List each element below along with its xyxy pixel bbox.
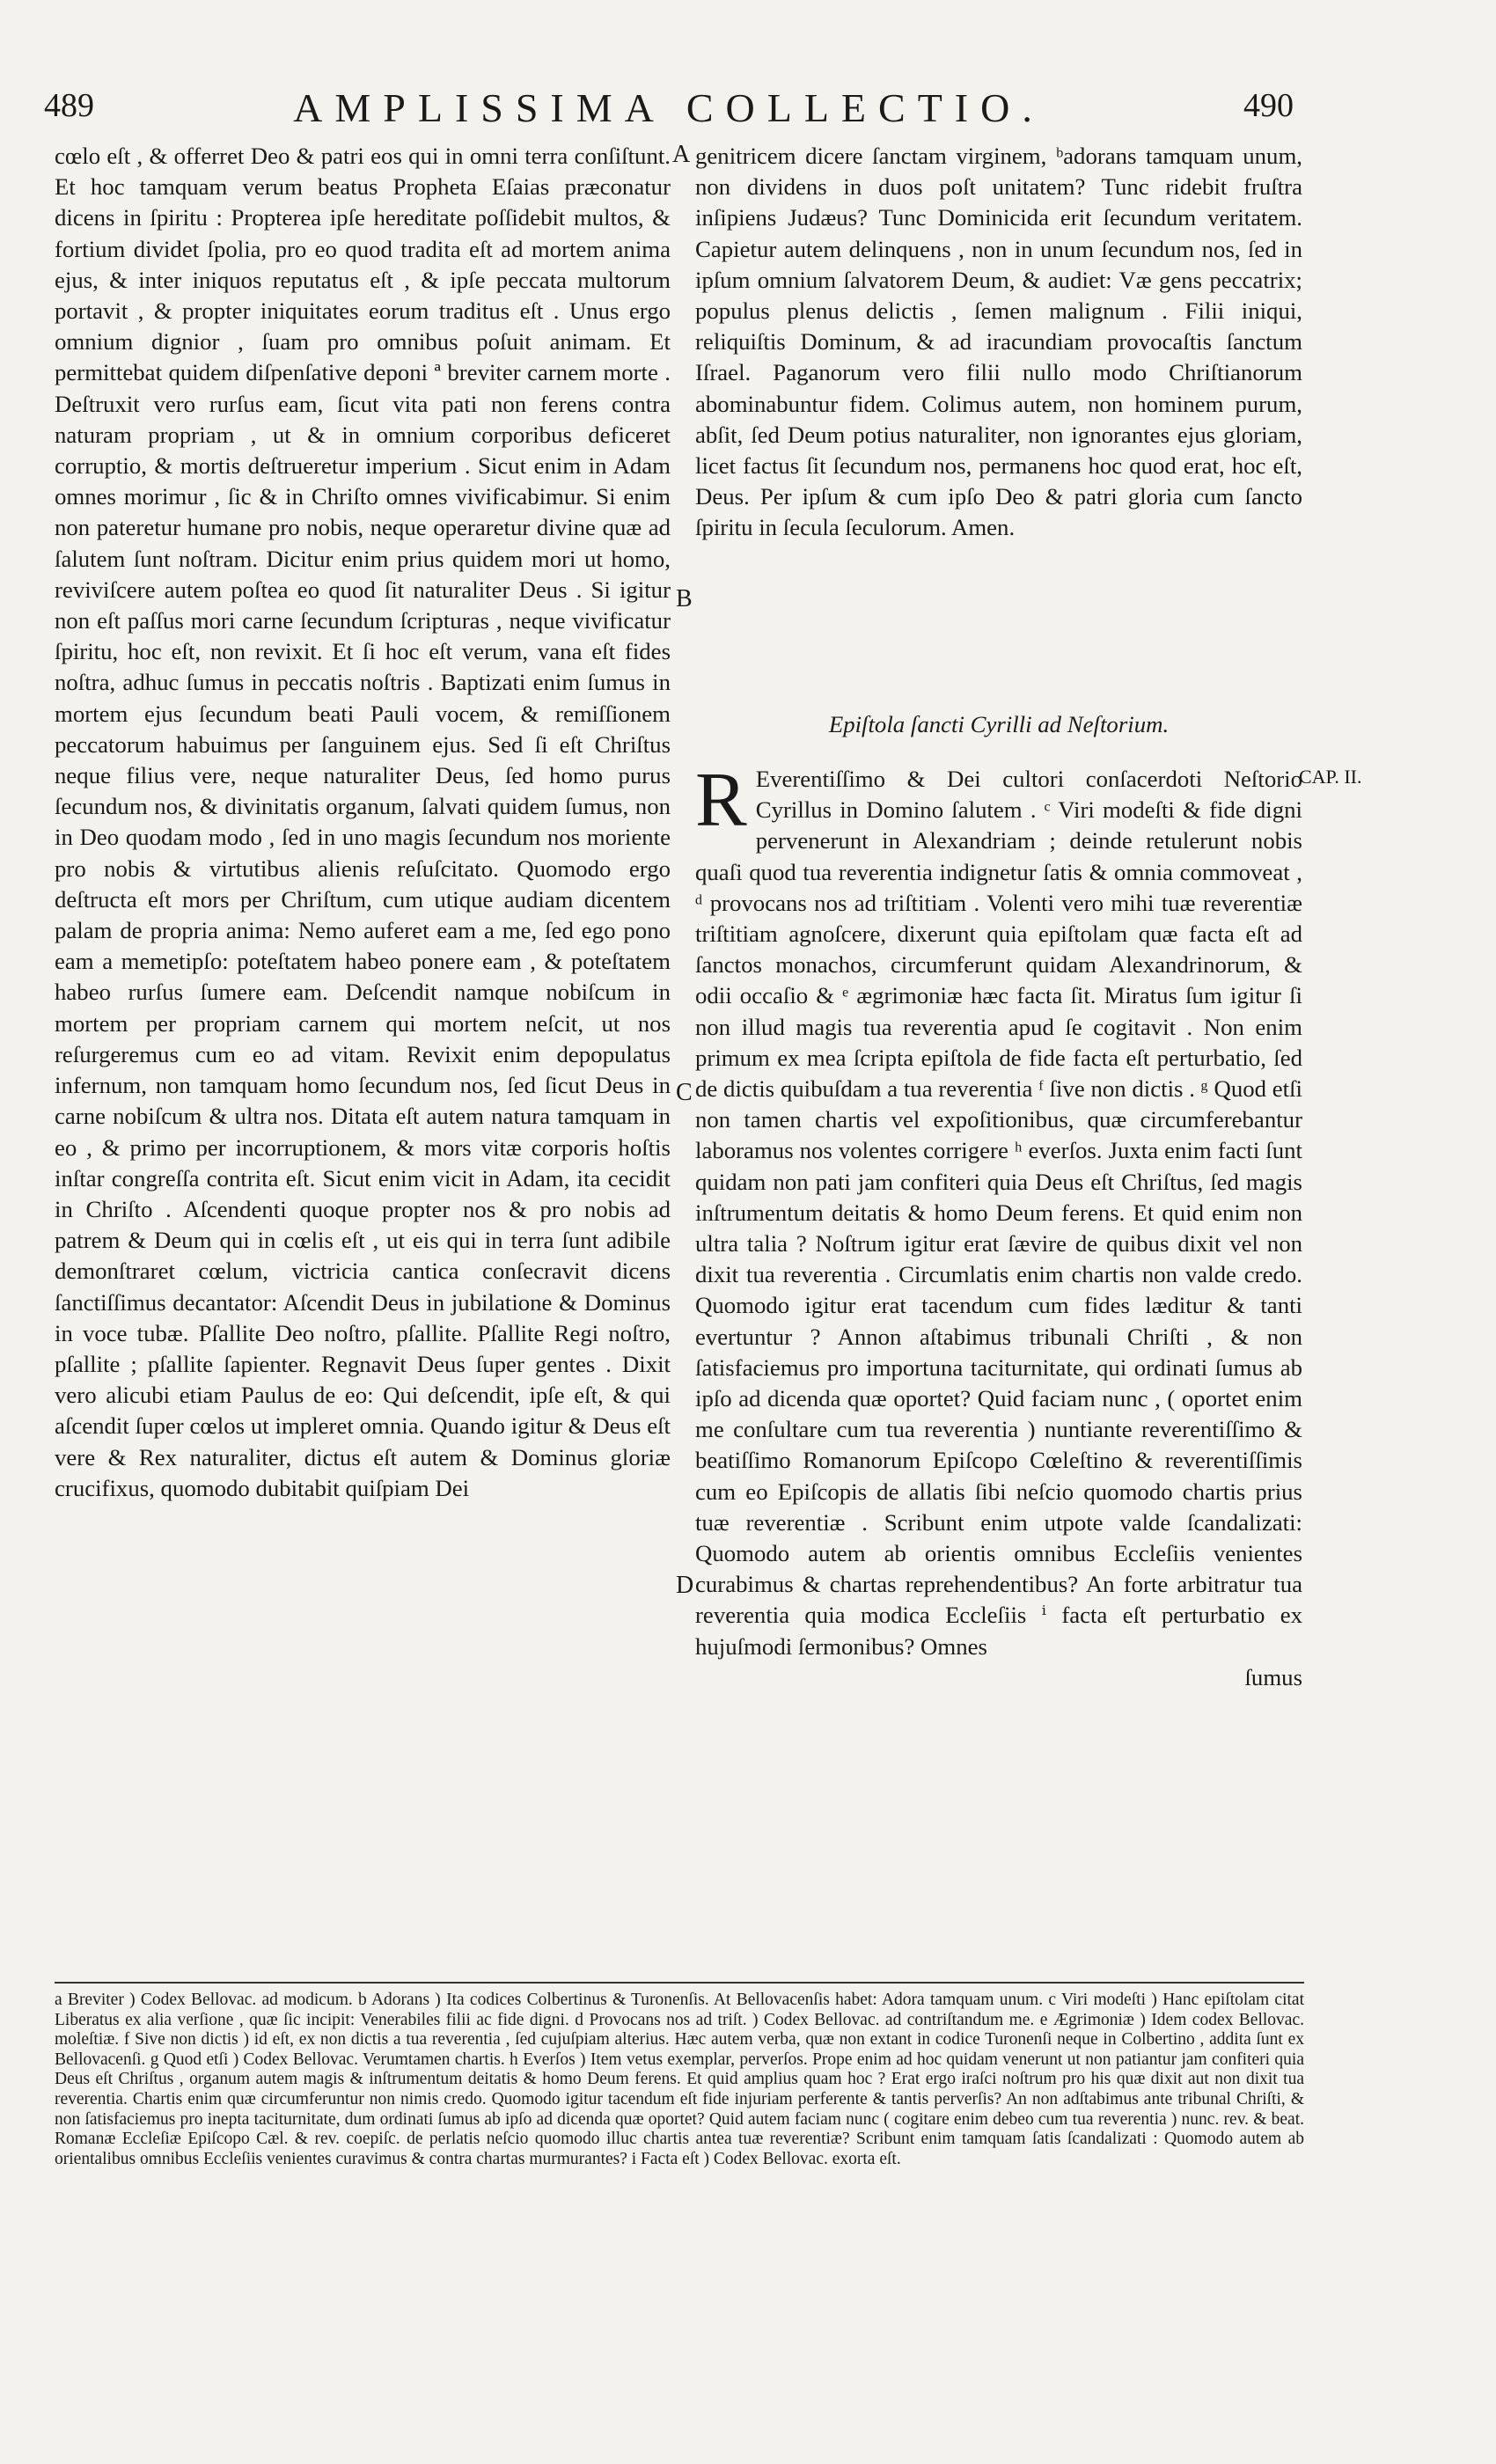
drop-cap: R: [695, 758, 747, 843]
margin-letter-a: A: [672, 141, 691, 168]
left-column: [55, 141, 671, 1504]
chapter-label: CAP. II.: [1299, 766, 1362, 788]
epistle-text: Everentiſſimo & Dei cultori conſacerdoti Neſtorio Cyrillus in Domino ſalutem . ᶜ Viri modeſti & fide digni pervenerunt in Alexandriam ; deinde retulerunt nobis quaſi quod tua reverentia indignetur ſatis & omnia commoveat , ᵈ provocans nos ad triſtitiam . Volenti vero mihi tuæ reverentiæ triſtitiam agnoſcere, dixerunt quia epiſtolam quæ facta eſt ad ſanctos monachos, circumferunt quidam Alexandrinorum, & odii occaſio & ᵉ ægrimoniæ hæc facta ſit. Miratus ſum igitur ſi non illud magis tua reverentia apud ſe cogitavit . Non enim primum ex mea ſcripta epiſtola de fide facta eſt perturbatio, ſed de dictis quibuſdam a tua reverentia ᶠ ſive non dictis . ᵍ Quod etſi non tamen chartis vel expoſitionibus, quæ circumferebantur laboramus nos volentes corrigere ʰ everſos. Juxta enim facti ſunt quidam non pati jam confiteri quia Deus eſt Chriſtus, ſed magis inſtrumentum deitatis & homo Deum ferens. Et quid enim non ultra talia ? Noſtrum igitur erat ſævire de quibus dixit vel non dixit tua reverentia . Circumlatis enim chartis non valde credo. Quomodo igitur erat tacendum cum fides læditur & tanti evertuntur ? Annon aſtabimus tribunali Chriſti , & non ſatisfaciemus pro importuna taciturnitate, qui ordinati ſumus ab ipſo ad dicenda quæ oportet? Quid faciam nunc , ( oportet enim me conſultare cum tua reverentia ) nuntiante reverentiſſimo & beatiſſimo Romanorum Epiſcopo Cœleſtino & reverentiſſimis cum eo Epiſcopis de allatis ſibi neſcio quomodo chartis prius tuæ reverentiæ . Scribunt enim utpote valde ſcandalizati: Quomodo autem ab orientis omnibus Eccleſiis venientes curabimus & chartas reprehendentibus? An forte arbitratur tua reverentia quia modica Eccleſiis ⁱ facta eſt perturbatio ex hujuſmodi ſermonibus? Omnes: [695, 766, 1302, 1660]
page-number-left: 489: [44, 87, 94, 124]
epistle-title: Epiſtola ſancti Cyrilli ad Neſtorium.: [828, 711, 1170, 737]
running-title: AMPLISSIMA COLLECTIO.: [293, 85, 1045, 130]
page-header: [44, 84, 1294, 136]
margin-letter-d: D: [676, 1572, 694, 1599]
right-column: [695, 141, 1302, 704]
margin-letter-b: B: [676, 585, 693, 612]
footnotes: [55, 1991, 1304, 2169]
catchword: ſumus: [1244, 1663, 1302, 1690]
right-column-text-top: genitricem dicere ſanctam virginem, ᵇadorans tamquam unum, non dividens in duos poſt unitatem? Tunc ridebit fruſtra inſipiens Judæus? Tunc Dominicida erit ſecundum veritatem. Capietur autem delinquens , non in unum ſecundum nos, ſed in ipſum omnium ſalvatorem Deum, & audiet: Væ gens peccatrix; populus plenus delictis , ſemen malignum . Filii iniqui, reliquiſtis Dominum, & ad iracundiam provocaſtis ſanctum Iſrael. Paganorum vero filii nullo modo Chriſtianorum abominabuntur fidem. Colimus autem, non hominem purum, abſit, ſed Deum potius naturaliter, non ignorantes ejus gloriam, licet factus ſit ſecundum nos, permanens hoc quod erat, hoc eſt, Deus. Per ipſum & cum ipſo Deo & patri gloria cum ſancto ſpiritu in ſecula ſeculorum. Amen.: [695, 143, 1302, 541]
left-column-text: cœlo eſt , & offerret Deo & patri eos qui in omni terra conſiſtunt. Et hoc tamquam verum beatus Propheta Eſaias præconatur dicens in ſpiritu : Propterea ipſe hereditate poſſidebit multos, & fortium dividet ſpolia, pro eo quod tradita eſt ad mortem anima ejus, & inter iniquos reputatus eſt , & ipſe peccata multorum portavit , & propter iniquitates eorum traditus eſt . Unus ergo omnium dignior , ſuam pro omnibus poſuit animam. Et permittebat quidem diſpenſative deponi ª breviter carnem morte . Deſtruxit vero rurſus eam, ſicut vita pati non ferens contra naturam propriam , ut & in omnium corporibus deficeret corruptio, & mortis deſtrueretur imperium . Sicut enim in Adam omnes morimur , ſic & in Chriſto omnes vivificabimur. Si enim non pateretur humane pro nobis, neque operaretur divine quæ ad ſalutem ſunt noſtram. Dicitur enim prius quidem mori ut homo, reviviſcere autem poſtea eo quod ſit naturaliter Deus . Si igitur non eſt paſſus mori carne ſecundum ſcripturas , neque vivificatur ſpiritu, hoc eſt, non revixit. Et ſi hoc eſt verum, vana eſt fides noſtra, adhuc ſumus in peccatis noſtris . Baptizati enim ſumus in mortem ejus ſecundum beati Pauli vocem, & remiſſionem peccatorum habuimus per ſanguinem ejus. Sed ſi eſt Chriſtus neque filius vere, neque naturaliter Deus, ſed homo purus ſecundum nos, & divinitatis organum, ſalvati quidem ſumus, non in Deo quodam modo , ſed in uno magis ſecundum nos moriente pro nobis & virtutibus alienis reſuſcitato. Quomodo ergo deſtructa eſt mors per Chriſtum, cum utique audiam dicentem palam de propria anima: Nemo auferet eam a me, ſed ego pono eam a memetipſo: poteſtatem habeo ponere eam , & poteſtatem habeo rurſus ſumere eam. Deſcendit namque nobiſcum in mortem per propriam carnem qui mortem neſcit, ut nos reſurgeremus cum eo ad vitam. Revixit enim depopulatus infernum, non tamquam homo ſecundum nos, ſed ſicut Deus in carne nobiſcum & ultra nos. Ditata eſt autem natura tamquam in eo , & primo per incorruptionem, & mors vitæ corporis hoſtis inſtar congreſſa contrita eſt. Sicut enim vicit in Adam, ita cecidit in Chriſto . Aſcendenti quoque propter nos & pro nobis ad patrem & Deum qui in cœlis eſt , ut eis qui in terra ſunt adibile demonſtraret cœlum, victricia cantica conſecravit dicens ſanctiſſimus decantator: Aſcendit Deus in jubilatione & Dominus in voce tubæ. Pſallite Deo noſtro, pſallite. Pſallite Regi noſtro, pſallite ; pſallite ſapienter. Regnavit Deus ſuper gentes . Dixit vero alicubi etiam Paulus de eo: Qui deſcendit, ipſe eſt, & qui aſcendit ſuper cœlos ut impleret omnia. Quando igitur & Deus eſt vere & Rex naturaliter, dictus eſt autem & Dominus gloriæ crucifixus, quomodo dubitabit quiſpiam Dei: [55, 143, 671, 1501]
footnotes-text: a Breviter ) Codex Bellovac. ad modicum. b Adorans ) Ita codices Colbertinus & Turonenſis. At Bellovacenſis habet: Adora tamquam unum. c Viri modeſti ) Hanc epiſtolam citat Liberatus ex alia verſione , quæ ſic incipit: Venerabiles filii ac fide digni. d Provocans nos ad triſt. ) Codex Bellovac. ad contriſtandum me. e Ægrimoniæ ) Idem codex Bellovac. moleſtiæ. f Sive non dictis ) id eſt, ex non dictis a tua reverentia , ſed cujuſpiam alterius. Hæc autem verba, quæ non extant in codice Turonenſi neque in Colbertino , addita ſunt ex Bellovacenſi. g Quod etſi ) Codex Bellovac. Verumtamen chartis. h Everſos ) Item vetus exemplar, perverſos. Prope enim ad hoc quidam venerunt ut non patiantur jam confiteri quia Deus eſt Chriſtus , organum autem magis & inſtrumentum deitatis & homo Deum ferens. Et quid amplius quam hoc ? Erat ergo iraſci noſtrum pro his quæ dixit aut non dixit tua reverentia. Chartis enim quæ circumferuntur non nimis credo. Quomodo igitur tacendum eſt fide injuriam perferente & tantis perverſis? An non adſtabimus ante tribunal Chriſti, & non ſatisfaciemus pro inepta taciturnitate, dum ordinati ſumus ab ipſo ad dicenda quæ oportet? Quid autem faciam nunc ( cogitare enim debeo cum tua reverentia ) nunc. rev. & beat. Romanæ Eccleſiæ Epiſcopo Cæl. & rev. coepiſc. de perlatis neſcio quomodo illuc chartis antea tuæ reverentiæ? Scribunt enim tamquam ſatis ſcandalizati : Quomodo autem ab orientalibus omnibus Eccleſiis venientes curavimus & contra chartas murmurantes? i Facta eſt ) Codex Bellovac. exorta eſt.: [55, 1991, 1304, 2168]
footnote-rule: [55, 1982, 1304, 1984]
page-number-right: 490: [1243, 87, 1294, 124]
margin-letter-c: C: [676, 1079, 693, 1106]
right-column-epistle: [695, 758, 1302, 1693]
epistle-body: [695, 758, 1302, 1662]
